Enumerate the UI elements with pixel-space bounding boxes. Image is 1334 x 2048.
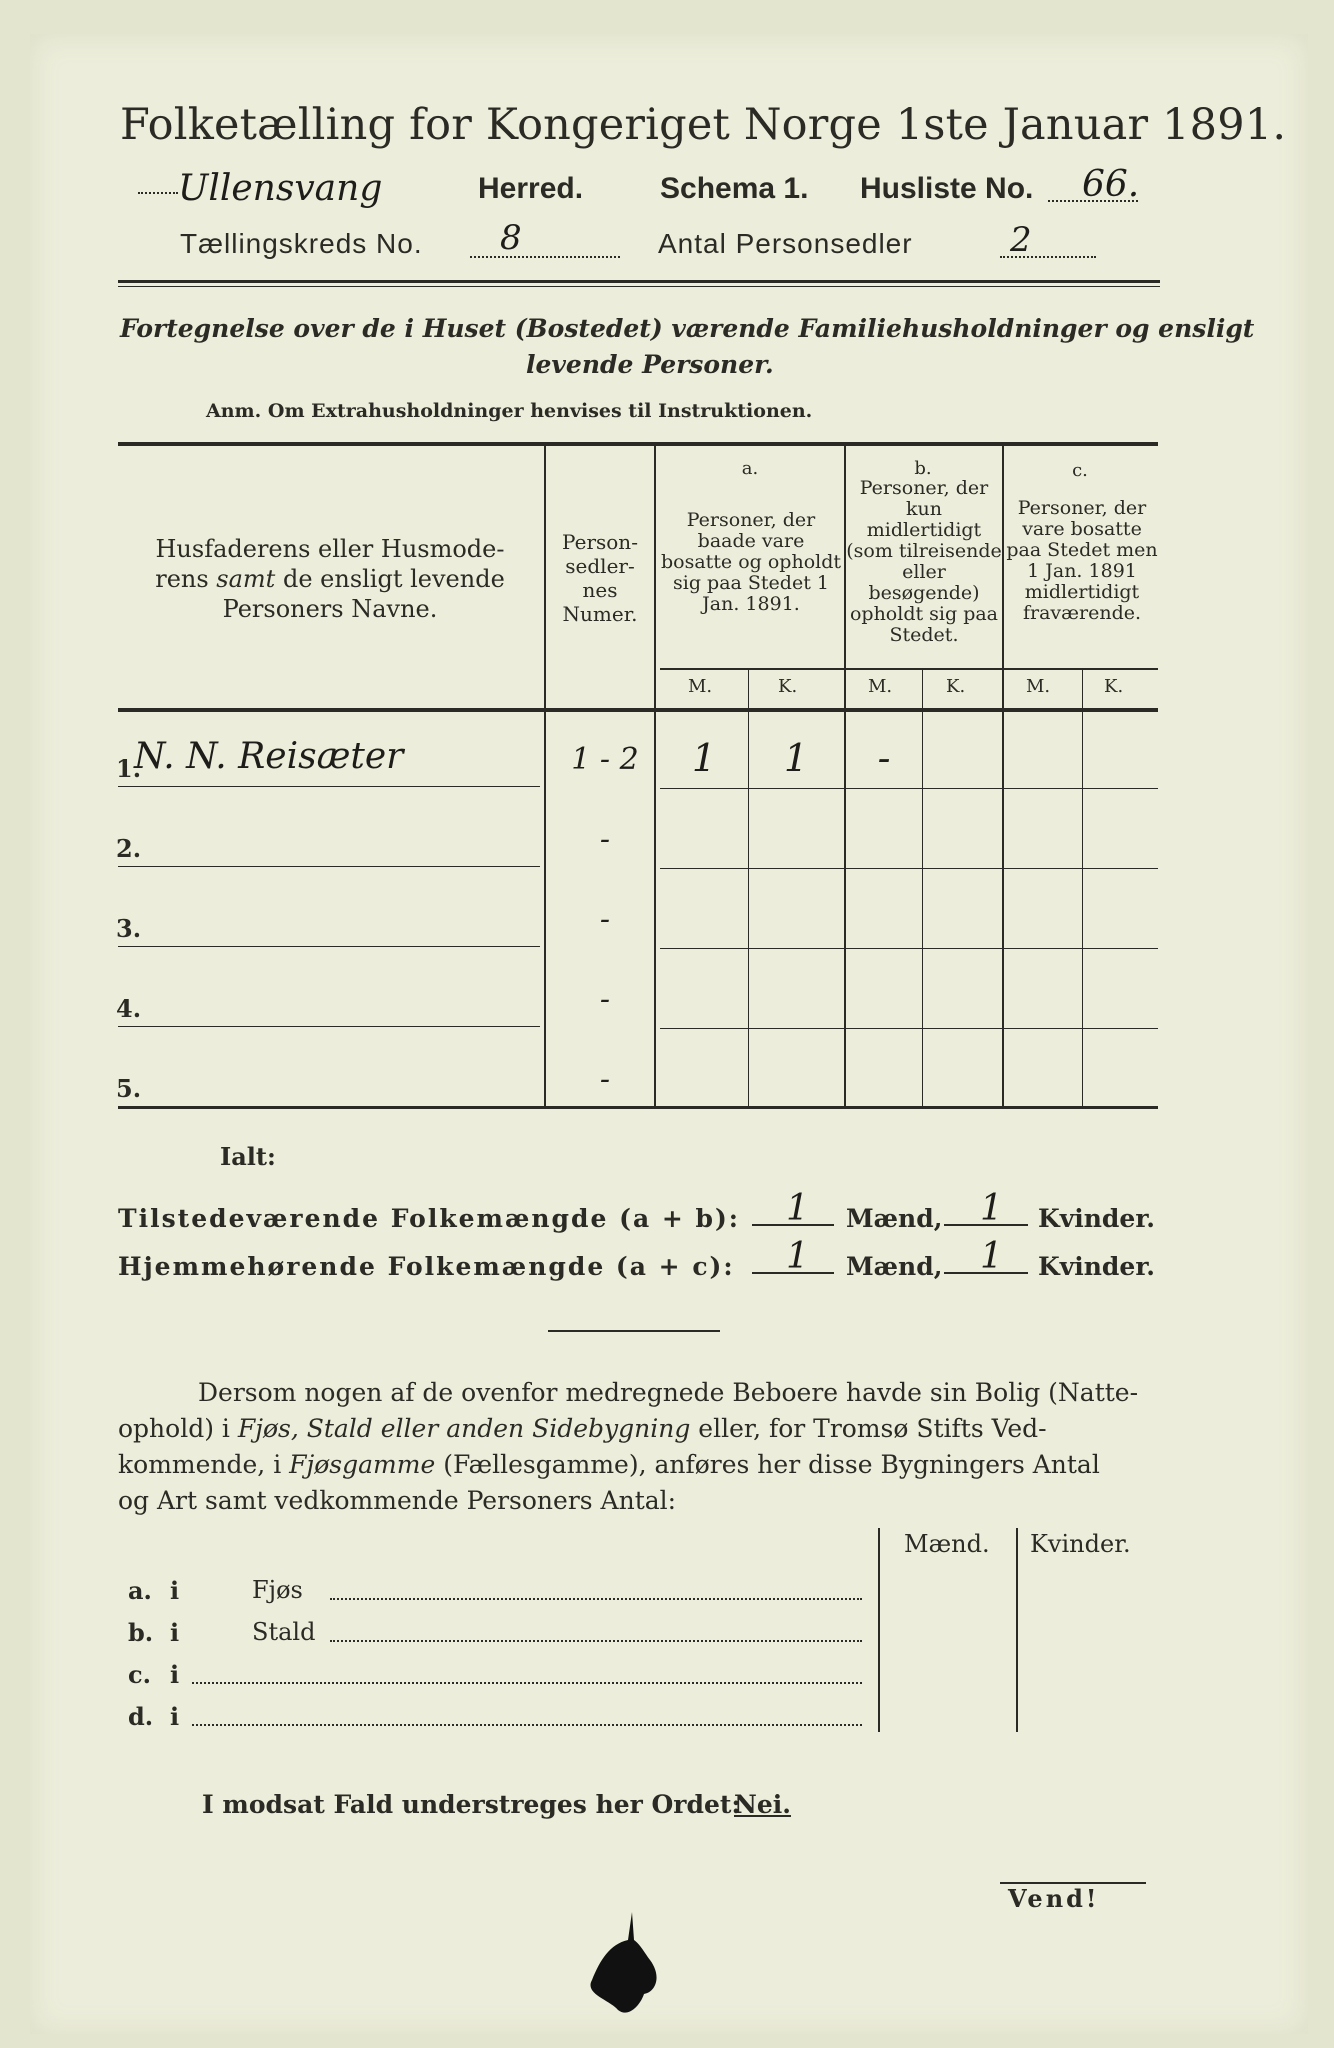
building-item-letter: d. [128,1702,154,1731]
row-number: 4. [116,994,142,1023]
antal-value: 2 [1010,220,1032,260]
building-item-dots [330,1598,862,1600]
col-b-m-label: M. [868,676,893,697]
row-cell-a-k: 1 [783,736,809,780]
col-divider-names [544,446,546,1106]
building-item-prep: i [170,1660,180,1689]
vend-text: Vend! [1008,1884,1100,1913]
row-cell-sedler: - [599,982,611,1017]
col-b-description: Personer, der kun midlertidigt (som tilreisende eller besøgende) opholdt sig paa Stedet. [846,477,1002,646]
row-number: 2. [116,834,142,863]
buildings-col-kvinder: Kvinder. [1030,1530,1131,1558]
col-c-letter: c. [1072,460,1088,481]
buildings-para-italic: Fjøsgamme [289,1450,436,1479]
kreds-value: 8 [500,218,522,258]
header-rule-bottom [118,286,1160,287]
buildings-para-text: kommende, i [118,1450,290,1479]
row-name: N. N. Reisæter [134,736,404,777]
hjemme-maend-value: 1 [786,1236,809,1277]
col-a-description: Personer, der baade vare bosatte og opholdt sig paa Stedet 1 Jan. 1891. [660,509,842,615]
row-counts-rule [660,948,1158,949]
row-counts-rule [660,1108,1158,1109]
herred-label: Herred. [478,172,584,205]
row-cell-b-m: - [877,736,891,780]
building-item-dots [330,1640,862,1642]
tilstede-kvinder-value: 1 [980,1188,1003,1229]
row-cell-sedler: - [599,902,611,937]
kreds-label: Tællingskreds No. [180,228,423,259]
row-name-rule [118,946,540,947]
buildings-col-divider-1 [878,1528,880,1732]
row-cell-a-m: 1 [691,736,717,780]
col-c-m-label: M. [1026,676,1051,697]
col-divider-a-mk [748,670,749,1106]
antal-label: Antal Personsedler [658,228,913,259]
tilstede-label: Tilstedeværende Folkemængde (a + b): [118,1204,741,1233]
annotation: Anm. Om Extrahusholdninger henvises til Instruktionen. [206,400,813,422]
buildings-col-divider-2 [1016,1528,1018,1732]
kreds-dots [470,256,620,258]
tilstede-kvinder-label: Kvinder. [1038,1204,1155,1233]
buildings-para-text: ophold) i [118,1414,238,1443]
husliste-value: 66. [1082,164,1140,205]
col-divider-num [654,446,656,1106]
husliste-label: Husliste No. [860,172,1034,205]
buildings-para-line-4: og Art samt vedkommende Personers Antal: [118,1486,677,1515]
row-counts-rule [660,1028,1158,1029]
hjemme-kvinder-value: 1 [980,1236,1003,1277]
col-header-num-line: nes [582,578,618,602]
col-header-names-text: de ensligt levende [275,565,505,593]
col-c-description: Personer, der vare bosatte paa Stedet men 1 Jan. 1891 midlertidigt fraværende. [1006,497,1158,624]
row-counts-rule [660,868,1158,869]
row-cell-sedler: - [599,1062,611,1097]
col-header-names-samt: samt [216,565,276,593]
buildings-para-text: (Fællesgamme), anføres her disse Bygningers Antal [435,1450,1100,1479]
row-cell-sedler: - [599,822,611,857]
col-divider-b-mk [922,670,923,1106]
building-item-prep: i [170,1702,180,1731]
col-header-names-line-2 [130,564,530,594]
building-item-prep: i [170,1618,180,1647]
building-item-prep: i [170,1576,180,1605]
mk-subheader-rule [660,668,1158,670]
tilstede-maend-label: Mænd, [846,1204,943,1233]
buildings-para-line-1: Dersom nogen af de ovenfor medregnede Beboere havde sin Bolig (Natte- [198,1378,1139,1407]
col-c-k-label: K. [1104,676,1124,697]
building-item-letter: c. [128,1660,151,1689]
hjemme-maend-label: Mænd, [846,1252,943,1281]
intro-line-2: levende Personer. [526,350,774,379]
row-number: 3. [116,914,142,943]
nei-word: Nei. [734,1790,791,1819]
tilstede-maend-value: 1 [786,1188,809,1229]
herred-value: Ullensvang [178,168,383,209]
buildings-para-line-2 [118,1414,1047,1443]
building-item-dots [192,1682,862,1684]
col-header-num [548,530,652,626]
row-name-rule [118,1026,540,1027]
modsat-text: I modsat Fald understreges her Ordet: [202,1790,741,1819]
col-divider-c-mk [1082,670,1083,1106]
building-item-dots [192,1724,862,1726]
buildings-col-maend: Mænd. [904,1530,990,1558]
row-cell-sedler: 1 - 2 [571,742,639,777]
buildings-para-text: eller, for Tromsø Stifts Ved- [690,1414,1047,1443]
ink-blot [570,1910,680,2020]
col-header-names [130,534,530,624]
col-a-m-label: M. [688,676,713,697]
buildings-para-line-3 [118,1450,1100,1479]
row-name-rule [118,866,540,867]
section-divider [548,1330,720,1332]
hjemme-kvinder-label: Kvinder. [1038,1252,1155,1281]
building-item-letter: b. [128,1618,154,1647]
row-number: 1. [116,754,142,783]
building-item-label: Fjøs [252,1576,303,1604]
col-header-names-text: rens [155,565,217,593]
building-item-label: Stald [252,1618,316,1646]
form-title: Folketælling for Kongeriget Norge 1ste Januar 1891. [120,100,1287,150]
row-number: 5. [116,1074,142,1103]
header-rule-top [118,280,1160,283]
col-a-k-label: K. [778,676,798,697]
col-header-num-line: Person- [562,530,638,554]
col-header-names-line-1: Husfaderens eller Husmode- [155,535,505,563]
herred-leader-dots [138,192,178,194]
col-a-letter: a. [741,458,759,479]
buildings-para-italic: Fjøs, Stald eller anden Sidebygning [237,1414,691,1443]
col-b-k-label: K. [946,676,966,697]
ialt-label: Ialt: [220,1142,276,1171]
col-divider-b [1002,446,1004,1106]
row-name-rule [118,786,540,787]
col-header-num-line: sedler- [565,554,635,578]
row-name-rule [118,1106,540,1107]
intro-line-1: Fortegnelse over de i Huset (Bostedet) værende Familiehusholdninger og ensligt [120,314,1255,343]
row-counts-rule [660,788,1158,789]
schema-label: Schema 1. [660,172,809,205]
col-b-letter: b. [914,458,932,479]
hjemme-label: Hjemmehørende Folkemængde (a + c): [118,1252,735,1281]
building-item-letter: a. [128,1576,152,1605]
col-header-num-line: Numer. [562,602,638,626]
col-header-names-line-3: Personers Navne. [222,595,438,623]
